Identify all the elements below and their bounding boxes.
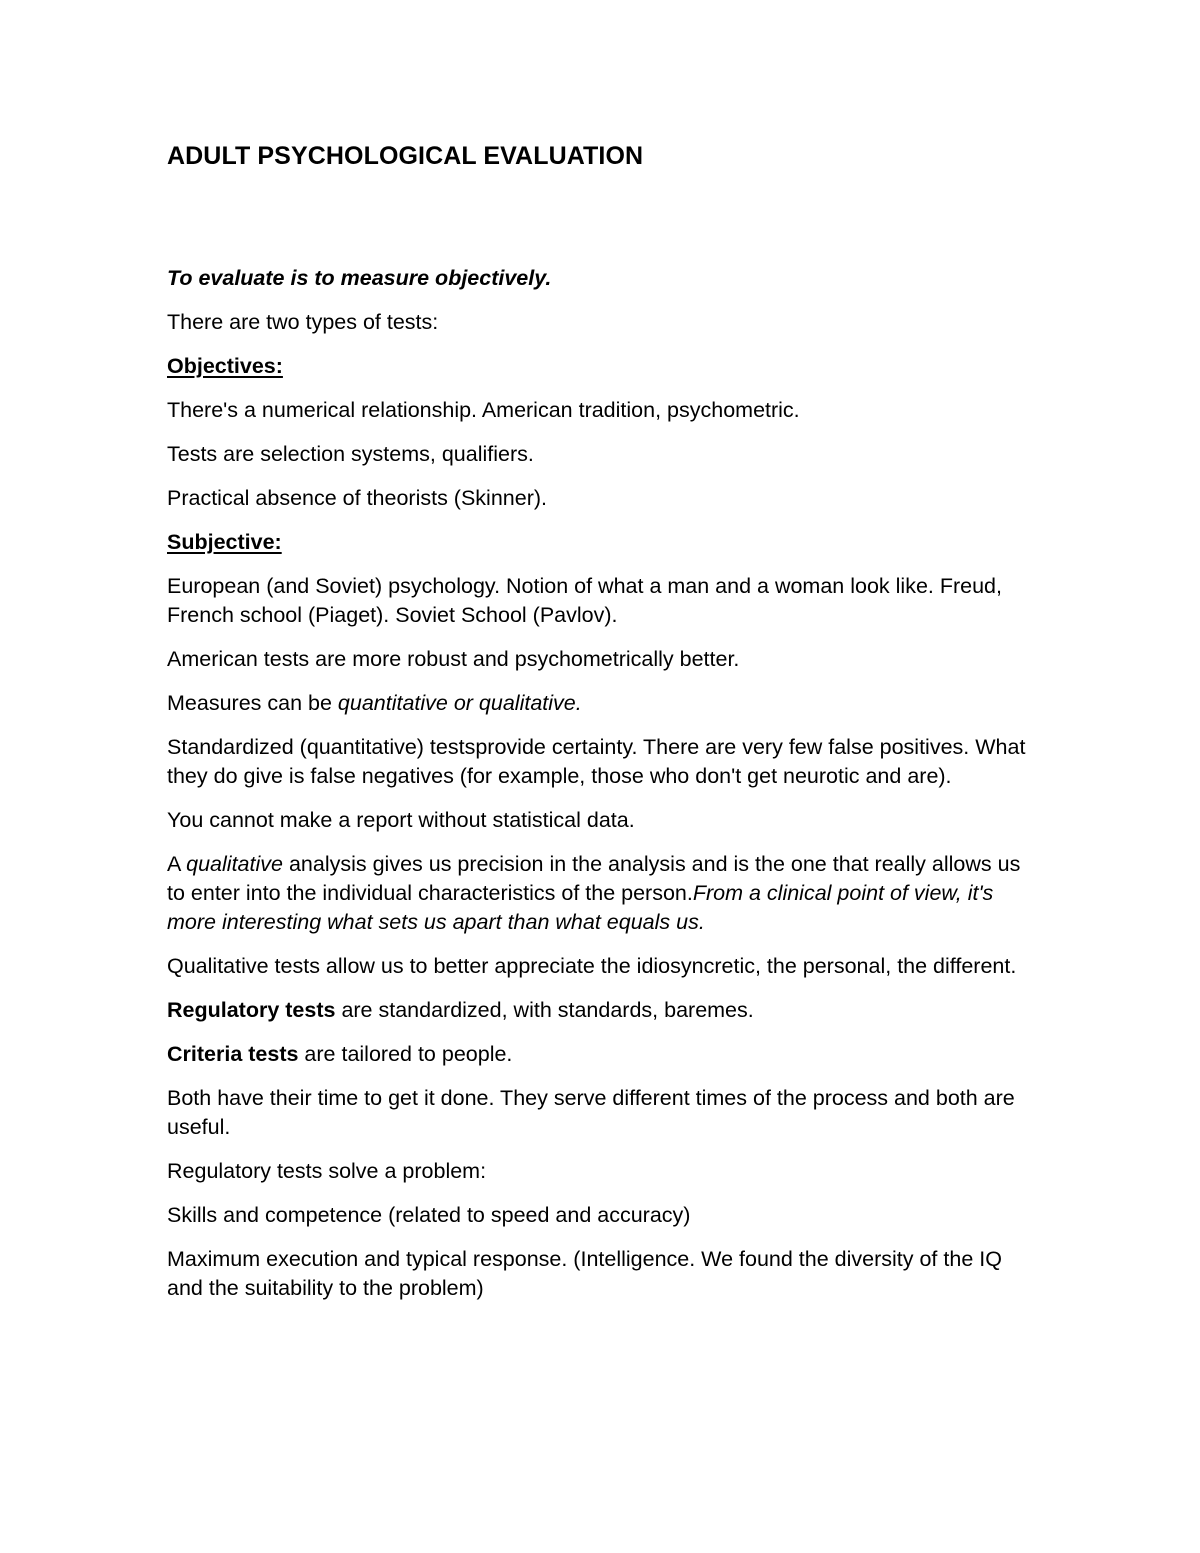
qualitative-body: analysis gives us precision in the analysis and is the one that really allows us to enter into the individual characteristics of the person. [167, 852, 1021, 905]
regulatory-tests-definition: are standardized, with standards, baremes. [335, 998, 754, 1022]
qualitative-italic: qualitative [186, 852, 283, 876]
qualitative-lead: A [167, 852, 187, 876]
paragraph-european-psychology: European (and Soviet) psychology. Notion of what a man and a woman look like. Freud, French school (Piaget). Soviet School (Pavlov). [167, 574, 1002, 627]
paragraph-both-useful: Both have their time to get it done. They serve different times of the process and both are useful. [167, 1086, 1015, 1139]
document-title: ADULT PSYCHOLOGICAL EVALUATION [167, 142, 644, 170]
paragraph-american-tests: American tests are more robust and psychometrically better. [167, 647, 740, 671]
paragraph-standardized-tests: Standardized (quantitative) testsprovide certainty. There are very few false positives. What they do give is false negatives (for example, those who don't get neurotic and are). [167, 735, 1026, 788]
paragraph-maximum-execution: Maximum execution and typical response. (Intelligence. We found the diversity of the IQ and the suitability to the problem) [167, 1247, 1002, 1300]
measures-text: Measures can be [167, 691, 338, 715]
heading-subjective: Subjective: [167, 530, 282, 554]
paragraph-absence-theorists: Practical absence of theorists (Skinner). [167, 486, 547, 510]
regulatory-tests-term: Regulatory tests [167, 998, 336, 1022]
clinical-view-italic: From a clinical point of view, it's more interesting what sets us apart than what equals us. [167, 881, 994, 934]
criteria-tests-definition: are tailored to people. [298, 1042, 513, 1066]
heading-objectives: Objectives: [167, 354, 283, 378]
paragraph-qualitative-tests: Qualitative tests allow us to better appreciate the idiosyncretic, the personal, the different. [167, 954, 1017, 978]
measures-italic-text: quantitative or qualitative. [337, 691, 582, 715]
paragraph-measures [167, 689, 1027, 718]
criteria-tests-term: Criteria tests [167, 1042, 299, 1066]
paragraph-selection-systems: Tests are selection systems, qualifiers. [167, 442, 534, 466]
paragraph-regulatory-tests [167, 996, 1027, 1025]
paragraph-criteria-tests [167, 1040, 1027, 1069]
document-body [167, 141, 1027, 1303]
paragraph-solve-problem: Regulatory tests solve a problem: [167, 1159, 487, 1183]
paragraph-test-types: There are two types of tests: [167, 310, 439, 334]
paragraph-skills-competence: Skills and competence (related to speed and accuracy) [167, 1203, 691, 1227]
paragraph-statistical-data: You cannot make a report without statistical data. [167, 808, 635, 832]
paragraph-numerical-relationship: There's a numerical relationship. American tradition, psychometric. [167, 398, 800, 422]
document-subtitle: To evaluate is to measure objectively. [167, 266, 552, 290]
paragraph-qualitative-analysis [167, 850, 1027, 937]
